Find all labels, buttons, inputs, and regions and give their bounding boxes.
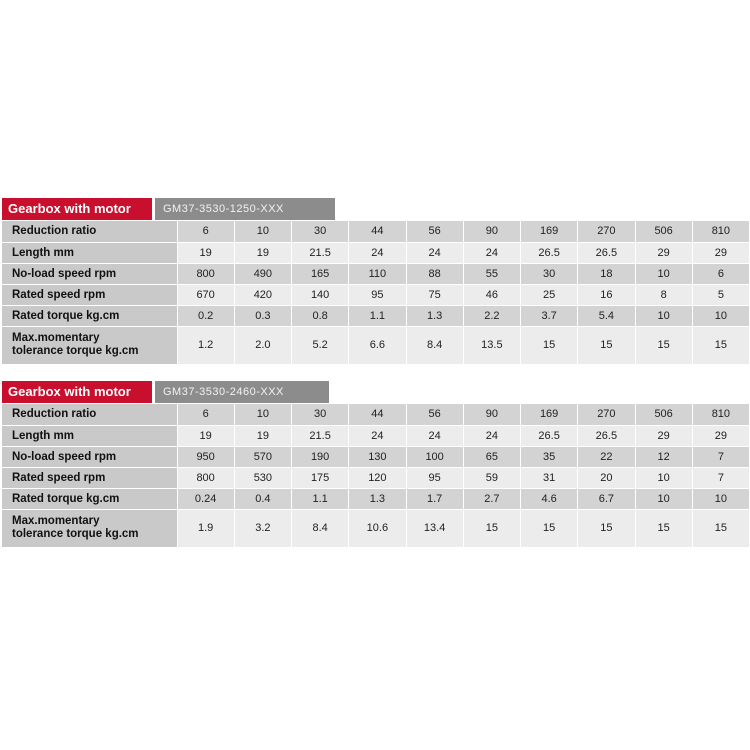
table-cell: 95 bbox=[406, 467, 463, 488]
table-row bbox=[2, 263, 750, 284]
table-row bbox=[2, 488, 750, 509]
table-row bbox=[2, 221, 750, 242]
table-cell: 30 bbox=[292, 221, 349, 242]
table-cell: 26.5 bbox=[578, 242, 635, 263]
table-cell: 29 bbox=[692, 425, 749, 446]
model-number: GM37-3530-1250-XXX bbox=[155, 198, 335, 220]
table-cell: 800 bbox=[177, 263, 234, 284]
table-cell: 506 bbox=[635, 221, 692, 242]
table-cell: 59 bbox=[463, 467, 520, 488]
row-label: Length mm bbox=[2, 425, 177, 446]
table-cell: 6 bbox=[177, 221, 234, 242]
table-cell: 2.7 bbox=[463, 488, 520, 509]
table-cell: 10.6 bbox=[349, 509, 406, 547]
table-cell: 6 bbox=[692, 263, 749, 284]
table-cell: 20 bbox=[578, 467, 635, 488]
block-title: Gearbox with motor bbox=[2, 381, 152, 403]
table-cell: 46 bbox=[463, 284, 520, 305]
table-cell: 10 bbox=[234, 221, 291, 242]
table-row bbox=[2, 446, 750, 467]
table-cell: 24 bbox=[463, 242, 520, 263]
table-cell: 88 bbox=[406, 263, 463, 284]
table-cell: 44 bbox=[349, 404, 406, 425]
table-cell: 29 bbox=[692, 242, 749, 263]
table-cell: 506 bbox=[635, 404, 692, 425]
table-cell: 25 bbox=[521, 284, 578, 305]
table-cell: 19 bbox=[234, 242, 291, 263]
table-cell: 1.1 bbox=[292, 488, 349, 509]
table-cell: 22 bbox=[578, 446, 635, 467]
spec-table-body bbox=[2, 221, 750, 364]
table-cell: 90 bbox=[463, 404, 520, 425]
table-cell: 800 bbox=[177, 467, 234, 488]
table-cell: 5 bbox=[692, 284, 749, 305]
table-cell: 15 bbox=[463, 509, 520, 547]
table-cell: 15 bbox=[635, 326, 692, 364]
block-header bbox=[2, 381, 750, 403]
table-cell: 65 bbox=[463, 446, 520, 467]
table-cell: 1.3 bbox=[349, 488, 406, 509]
row-label-line-2: tolerance torque kg.cm bbox=[12, 528, 139, 540]
table-cell: 6.6 bbox=[349, 326, 406, 364]
table-cell: 1.1 bbox=[349, 305, 406, 326]
table-cell: 6.7 bbox=[578, 488, 635, 509]
table-cell: 810 bbox=[692, 404, 749, 425]
row-label: Reduction ratio bbox=[2, 221, 177, 242]
table-cell: 100 bbox=[406, 446, 463, 467]
row-label: Reduction ratio bbox=[2, 404, 177, 425]
block-header bbox=[2, 198, 750, 220]
row-label: Rated torque kg.cm bbox=[2, 488, 177, 509]
row-label: Length mm bbox=[2, 242, 177, 263]
table-cell: 13.4 bbox=[406, 509, 463, 547]
table-cell: 175 bbox=[292, 467, 349, 488]
table-cell: 140 bbox=[292, 284, 349, 305]
spec-table bbox=[2, 221, 750, 365]
table-cell: 130 bbox=[349, 446, 406, 467]
table-cell: 5.2 bbox=[292, 326, 349, 364]
table-cell: 31 bbox=[521, 467, 578, 488]
table-cell: 8.4 bbox=[292, 509, 349, 547]
table-cell: 16 bbox=[578, 284, 635, 305]
table-cell: 56 bbox=[406, 404, 463, 425]
table-cell: 21.5 bbox=[292, 242, 349, 263]
table-cell: 26.5 bbox=[578, 425, 635, 446]
table-cell: 0.3 bbox=[234, 305, 291, 326]
table-cell: 270 bbox=[578, 404, 635, 425]
table-cell: 8.4 bbox=[406, 326, 463, 364]
table-cell: 26.5 bbox=[521, 242, 578, 263]
table-cell: 0.2 bbox=[177, 305, 234, 326]
table-cell: 15 bbox=[692, 509, 749, 547]
row-label-line-2: tolerance torque kg.cm bbox=[12, 345, 139, 357]
table-cell: 95 bbox=[349, 284, 406, 305]
table-cell: 6 bbox=[177, 404, 234, 425]
table-cell: 55 bbox=[463, 263, 520, 284]
table-cell: 15 bbox=[635, 509, 692, 547]
table-row bbox=[2, 467, 750, 488]
table-cell: 30 bbox=[292, 404, 349, 425]
table-cell: 4.6 bbox=[521, 488, 578, 509]
table-cell: 0.24 bbox=[177, 488, 234, 509]
table-cell: 1.3 bbox=[406, 305, 463, 326]
table-cell: 1.2 bbox=[177, 326, 234, 364]
table-cell: 10 bbox=[234, 404, 291, 425]
table-row bbox=[2, 284, 750, 305]
table-cell: 169 bbox=[521, 221, 578, 242]
table-cell: 15 bbox=[578, 326, 635, 364]
spec-table bbox=[2, 404, 750, 548]
row-label: No-load speed rpm bbox=[2, 263, 177, 284]
table-cell: 75 bbox=[406, 284, 463, 305]
table-cell: 3.7 bbox=[521, 305, 578, 326]
table-cell: 10 bbox=[692, 305, 749, 326]
table-cell: 44 bbox=[349, 221, 406, 242]
table-cell: 10 bbox=[635, 488, 692, 509]
table-cell: 10 bbox=[692, 488, 749, 509]
row-label: Rated speed rpm bbox=[2, 467, 177, 488]
table-cell: 19 bbox=[177, 242, 234, 263]
table-cell: 26.5 bbox=[521, 425, 578, 446]
table-cell: 18 bbox=[578, 263, 635, 284]
row-label-line-1: Max.momentary bbox=[12, 332, 100, 344]
table-cell: 15 bbox=[521, 509, 578, 547]
table-cell: 169 bbox=[521, 404, 578, 425]
table-cell: 24 bbox=[463, 425, 520, 446]
table-cell: 670 bbox=[177, 284, 234, 305]
block-title: Gearbox with motor bbox=[2, 198, 152, 220]
spec-block-2460 bbox=[2, 381, 750, 548]
table-cell: 35 bbox=[521, 446, 578, 467]
spec-block-1250 bbox=[2, 198, 750, 365]
row-label: Rated speed rpm bbox=[2, 284, 177, 305]
table-cell: 56 bbox=[406, 221, 463, 242]
table-row bbox=[2, 305, 750, 326]
table-cell: 10 bbox=[635, 305, 692, 326]
table-cell: 19 bbox=[177, 425, 234, 446]
table-cell: 24 bbox=[349, 425, 406, 446]
row-label bbox=[2, 509, 177, 547]
table-cell: 7 bbox=[692, 446, 749, 467]
table-cell: 29 bbox=[635, 425, 692, 446]
table-cell: 1.9 bbox=[177, 509, 234, 547]
spec-table-body bbox=[2, 404, 750, 547]
table-cell: 530 bbox=[234, 467, 291, 488]
table-cell: 24 bbox=[406, 242, 463, 263]
table-cell: 420 bbox=[234, 284, 291, 305]
table-cell: 190 bbox=[292, 446, 349, 467]
table-cell: 810 bbox=[692, 221, 749, 242]
row-label: No-load speed rpm bbox=[2, 446, 177, 467]
table-cell: 490 bbox=[234, 263, 291, 284]
table-cell: 0.8 bbox=[292, 305, 349, 326]
table-row bbox=[2, 326, 750, 364]
table-cell: 15 bbox=[578, 509, 635, 547]
row-label-line-1: Max.momentary bbox=[12, 515, 100, 527]
table-cell: 270 bbox=[578, 221, 635, 242]
table-row bbox=[2, 509, 750, 547]
table-row bbox=[2, 425, 750, 446]
table-cell: 7 bbox=[692, 467, 749, 488]
table-cell: 30 bbox=[521, 263, 578, 284]
table-cell: 15 bbox=[692, 326, 749, 364]
table-cell: 950 bbox=[177, 446, 234, 467]
table-cell: 570 bbox=[234, 446, 291, 467]
table-cell: 15 bbox=[521, 326, 578, 364]
table-cell: 13.5 bbox=[463, 326, 520, 364]
table-cell: 19 bbox=[234, 425, 291, 446]
table-cell: 1.7 bbox=[406, 488, 463, 509]
row-label bbox=[2, 326, 177, 364]
table-cell: 2.2 bbox=[463, 305, 520, 326]
table-cell: 3.2 bbox=[234, 509, 291, 547]
row-label: Rated torque kg.cm bbox=[2, 305, 177, 326]
table-cell: 29 bbox=[635, 242, 692, 263]
model-number: GM37-3530-2460-XXX bbox=[155, 381, 329, 403]
table-cell: 90 bbox=[463, 221, 520, 242]
table-cell: 2.0 bbox=[234, 326, 291, 364]
table-cell: 8 bbox=[635, 284, 692, 305]
table-cell: 10 bbox=[635, 263, 692, 284]
table-cell: 120 bbox=[349, 467, 406, 488]
table-cell: 24 bbox=[406, 425, 463, 446]
table-cell: 24 bbox=[349, 242, 406, 263]
table-cell: 0.4 bbox=[234, 488, 291, 509]
table-cell: 10 bbox=[635, 467, 692, 488]
table-cell: 12 bbox=[635, 446, 692, 467]
table-cell: 5.4 bbox=[578, 305, 635, 326]
table-cell: 21.5 bbox=[292, 425, 349, 446]
table-row bbox=[2, 242, 750, 263]
table-cell: 165 bbox=[292, 263, 349, 284]
table-row bbox=[2, 404, 750, 425]
table-cell: 110 bbox=[349, 263, 406, 284]
